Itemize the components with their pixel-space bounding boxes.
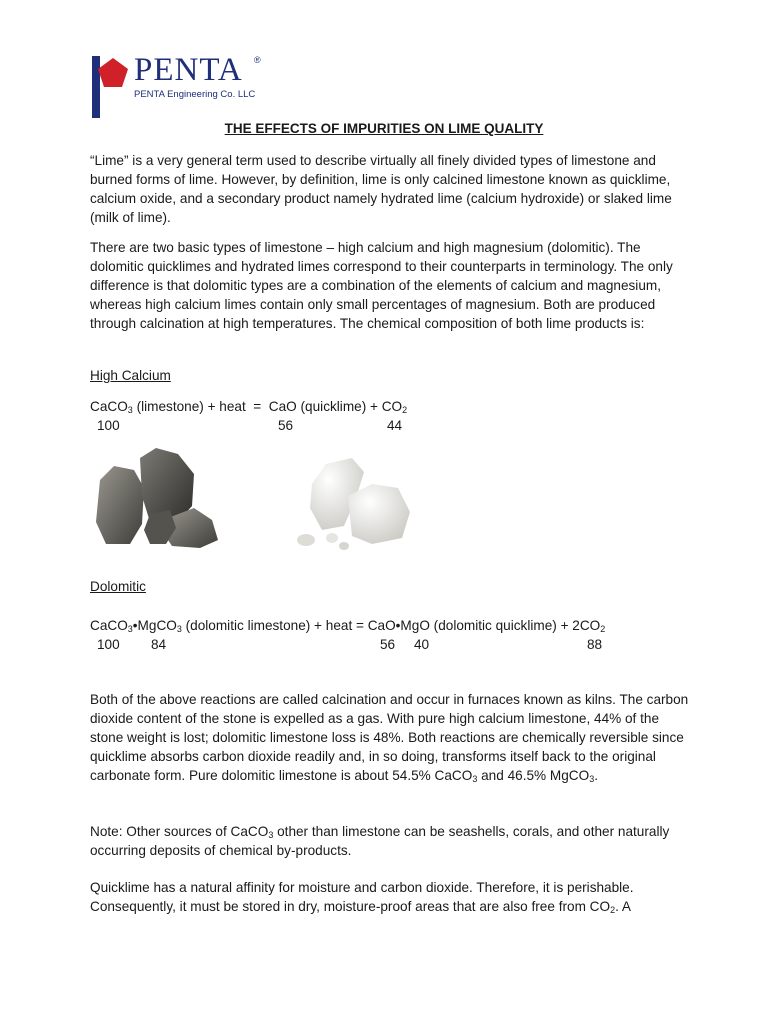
weight-co2: 44 <box>387 418 403 433</box>
weight-dolomite-mgo: 40 <box>414 637 430 652</box>
weight-caco3: 100 <box>97 418 120 433</box>
weight-cao: 56 <box>278 418 294 433</box>
paragraph-note: Note: Other sources of CaCO$_3$ other than limestone can be seashells, corals, and other naturally occurring deposits of chemical by-products. <box>90 824 670 858</box>
logo-subtitle: PENTA Engineering Co. LLC <box>134 89 256 100</box>
pentagon-icon <box>96 56 130 90</box>
paragraph-calcination: Both of the above reactions are called calcination and occur in furnaces known as kilns. The carbon dioxide content of the stone is expelled as a gas. With pure high calcium limestone, 44% of the stone weight is lost; dolomitic limestone loss is 48%. Both reactions are chemically reversible since quicklime absorbs carbon dioxide readily and, in so doing, transforms itself back to the original carbonate form. Pure dolomitic limestone is about 54.5% CaCO$_3$ and 46.5% MgCO$_3$. <box>90 692 689 784</box>
weight-dolomite-co2: 88 <box>587 637 603 652</box>
heading-dolomitic: Dolomitic <box>90 579 146 594</box>
logo-registered-mark: ® <box>254 55 261 65</box>
paragraph-limestone-types: There are two basic types of limestone – high calcium and high magnesium (dolomitic). The dolomitic quicklimes and hydrated limes correspond to their counterparts in terminology. The only difference is that dolomitic types are a combination of the elements of calcium and magnesium, whereas high calcium limes contain only small percentages of magnesium. Both are produced through calcination at high temperatures. The chemical composition of both lime products is: <box>90 240 673 331</box>
heading-high-calcium: High Calcium <box>90 368 171 383</box>
limestone-rocks-image <box>92 444 222 548</box>
quicklime-rocks-image <box>286 456 418 552</box>
paragraph-lime-definition: “Lime” is a very general term used to describe virtually all finely divided types of limestone and burned forms of lime. However, by definition, lime is only calcined limestone known as quicklime, calcium oxide, and a secondary product namely hydrated lime (calcium hydroxide) or slaked lime (milk of lime). <box>90 153 672 225</box>
logo-name: PENTA <box>134 52 243 88</box>
weight-dolomite-cao: 56 <box>380 637 396 652</box>
equation-high-calcium: CaCO$_3$ (limestone) + heat = CaO (quicklime) + $CO_2$ <box>90 399 408 415</box>
equation-dolomitic: CaCO$_3$•MgCO$_3$ (dolomitic limestone) + heat = CaO•MgO (dolomitic quicklime) + $2CO_2$ <box>90 618 606 634</box>
weight-dolomite-caco3: 100 <box>97 637 120 652</box>
document-title: THE EFFECTS OF IMPURITIES ON LIME QUALITY <box>224 121 544 136</box>
penta-logo <box>92 52 292 122</box>
weight-dolomite-mgco3: 84 <box>151 637 167 652</box>
paragraph-quicklime-storage: Quicklime has a natural affinity for moisture and carbon dioxide. Therefore, it is perishable. Consequently, it must be stored in dry, moisture-proof areas that are also free from $CO_2$. A <box>90 880 634 915</box>
